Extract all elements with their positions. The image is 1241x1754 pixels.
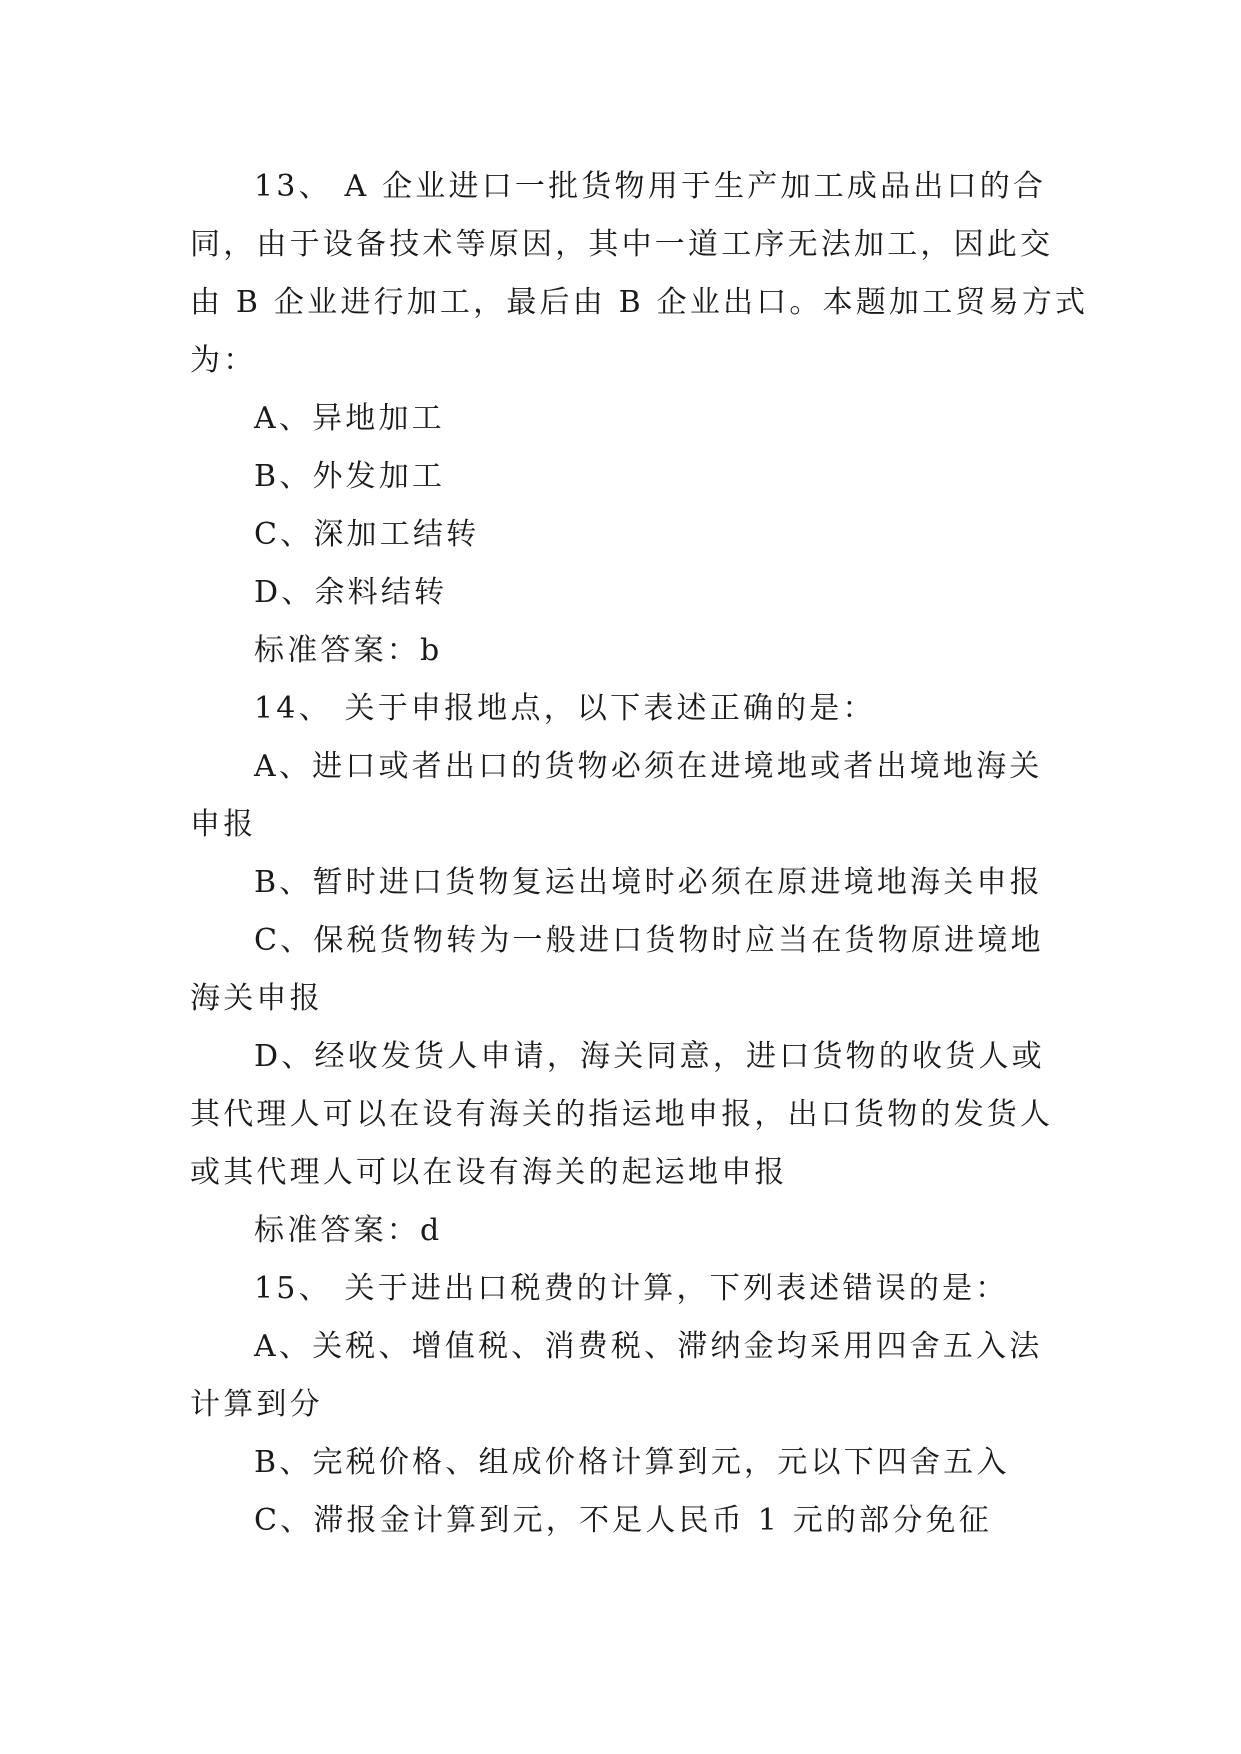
option-c: C、深加工结转 <box>254 517 480 552</box>
document-page <box>190 158 1089 1550</box>
option-c: C、滞报金计算到元，不足人民币 1 元的部分免征 <box>254 1503 992 1538</box>
option-a: A、进口或者出口的货物必须在进境地或者出境地海关 <box>254 749 1043 784</box>
question-13 <box>190 158 1089 680</box>
question-stem: 14、 关于申报地点，以下表述正确的是： <box>254 691 876 726</box>
option-a: A、异地加工 <box>254 401 445 436</box>
option-b: B、外发加工 <box>254 459 446 494</box>
option-a: A、关税、增值税、消费税、滞纳金均采用四舍五入法 <box>254 1329 1043 1364</box>
question-stem: 13、 A 企业进口一批货物用于生产加工成品出口的合 <box>254 169 1047 204</box>
option-c: C、保税货物转为一般进口货物时应当在货物原进境地 <box>254 923 1044 958</box>
question-14 <box>190 680 1060 1260</box>
option-b: B、完税价格、组成价格计算到元，元以下四舍五入 <box>254 1445 1010 1480</box>
standard-answer: 标准答案：d <box>254 1213 443 1248</box>
option-a-continued: 计算到分 <box>190 1387 323 1422</box>
question-stem: 为： <box>190 343 257 378</box>
question-stem: 15、 关于进出口税费的计算，下列表述错误的是： <box>254 1271 1009 1306</box>
question-15 <box>190 1260 1060 1550</box>
option-d-continued: 或其代理人可以在设有海关的起运地申报 <box>190 1155 788 1190</box>
option-b: B、暂时进口货物复运出境时必须在原进境地海关申报 <box>254 865 1043 900</box>
standard-answer: 标准答案：b <box>254 633 443 668</box>
question-stem: 同，由于设备技术等原因，其中一道工序无法加工，因此交 <box>190 227 1054 262</box>
option-d: D、余料结转 <box>254 575 448 610</box>
option-c-continued: 海关申报 <box>190 981 323 1016</box>
option-d-continued: 其代理人可以在设有海关的指运地申报，出口货物的发货人 <box>190 1097 1054 1132</box>
option-d: D、经收发货人申请，海关同意，进口货物的收货人或 <box>254 1039 1045 1074</box>
option-a-continued: 申报 <box>190 807 257 842</box>
question-stem: 由 B 企业进行加工，最后由 B 企业出口。本题加工贸易方式 <box>190 285 1089 320</box>
